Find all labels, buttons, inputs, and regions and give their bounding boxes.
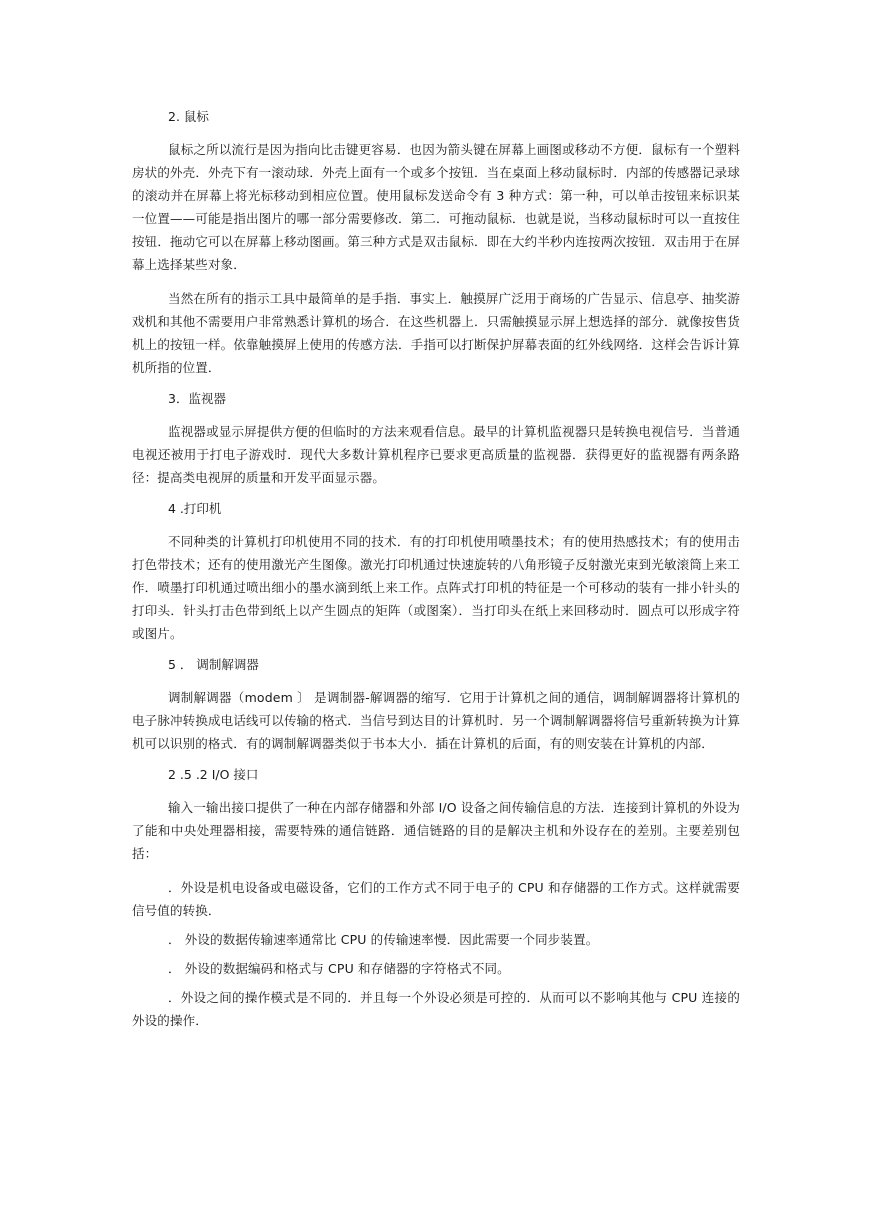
paragraph-mouse-1: 鼠标之所以流行是因为指向比击键更容易．也因为箭头键在屏幕上画图或移动不方便．鼠标有一个塑料房状的外壳．外壳下有一滚动球．外壳上面有一个或多个按钮．当在桌面上移动鼠标时．内部的传感器记录球的滚动并在屏幕上将光标移动到相应位置。使用鼠标发送命令有 3 种方式：第一种，可以单击按钮来标识某一位置——可能是指出图片的哪一部分需要修改．第二．可拖动鼠标．也就是说，当移动鼠标时可以一直按住按钮．拖动它可以在屏幕上移动图画。第三种方式是双击鼠标．即在大约半秒内连按两次按钮．双击用于在屏幕上选择某些对象．	[132, 142, 740, 272]
paragraph-monitor: 监视器或显示屏提供方便的但临时的方法来观看信息。最早的计算机监视器只是转换电视信号．当普通电视还被用于打电子游戏时．现代大多数计算机程序已要求更高质量的监视器．获得更好的监视器有两条路径：提高类电视屏的质量和开发平面显示器。	[132, 424, 740, 485]
section-heading-io-interface: 2 .5 .2 I/O 接口	[168, 767, 259, 782]
paragraph-modem: 调制解调器（modem 〕 是调制器-解调器的缩写．它用于计算机之间的通信，调制解调器将计算机的电子脉冲转换成电话线可以传输的格式．当信号到达目的计算机时．另一个调制解调器将信号重新转换为计算机可以识别的格式．有的调制解调器类似于书本大小．插在计算机的后面，有的则安装在计算机的内部．	[132, 690, 740, 751]
section-heading-monitor: 3．监视器	[168, 391, 226, 406]
list-item-io-difference-3: ． 外设的数据编码和格式与 CPU 和存储器的字符格式不同。	[168, 961, 510, 976]
section-heading-printer: 4 .打印机	[168, 501, 222, 516]
paragraph-printer: 不同种类的计算机打印机使用不同的技术．有的打印机使用喷墨技术；有的使用热感技术；有的使用击打色带技术；还有的使用激光产生图像。激光打印机通过快速旋转的八角形镜子反射激光束到光敏滚筒上来工作．喷墨打印机通过喷出细小的墨水滴到纸上来工作。点阵式打印机的特征是一个可移动的装有一排小针头的打印头．针头打击色带到纸上以产生圆点的矩阵（或图案）．当打印头在纸上来回移动时．圆点可以形成字符或图片。	[132, 534, 740, 641]
list-item-io-difference-4: ．外设之间的操作模式是不同的．并且每一个外设必须是可控的．从而可以不影响其他与 CPU 连接的外设的操作．	[132, 990, 740, 1028]
paragraph-mouse-2: 当然在所有的指示工具中最简单的是手指．事实上．触摸屏广泛用于商场的广告显示、信息亭、抽奖游戏机和其他不需要用户非常熟悉计算机的场合．在这些机器上．只需触摸显示屏上想选择的部分．就像按售货机上的按钮一样。依靠触摸屏上使用的传感方法．手指可以打断保护屏幕表面的红外线网络．这样会告诉计算机所指的位置．	[132, 291, 740, 375]
paragraph-io-interface: 输入一输出接口提供了一种在内部存储器和外部 I/O 设备之间传输信息的方法．连接到计算机的外设为了能和中央处理器相接，需要特殊的通信链路．通信链路的目的是解决主机和外设存在的差别。主要差别包括：	[132, 800, 740, 861]
list-item-io-difference-1: ．外设是机电设备或电磁设备，它们的工作方式不同于电子的 CPU 和存储器的工作方式。这样就需要信号值的转换．	[132, 880, 740, 918]
section-heading-modem: 5 ． 调制解调器	[168, 657, 259, 672]
list-item-io-difference-2: ． 外设的数据传输速率通常比 CPU 的传输速率慢．因此需要一个同步装置。	[168, 932, 599, 947]
document-content	[132, 108, 740, 1038]
section-heading-mouse: 2. 鼠标	[168, 109, 209, 124]
